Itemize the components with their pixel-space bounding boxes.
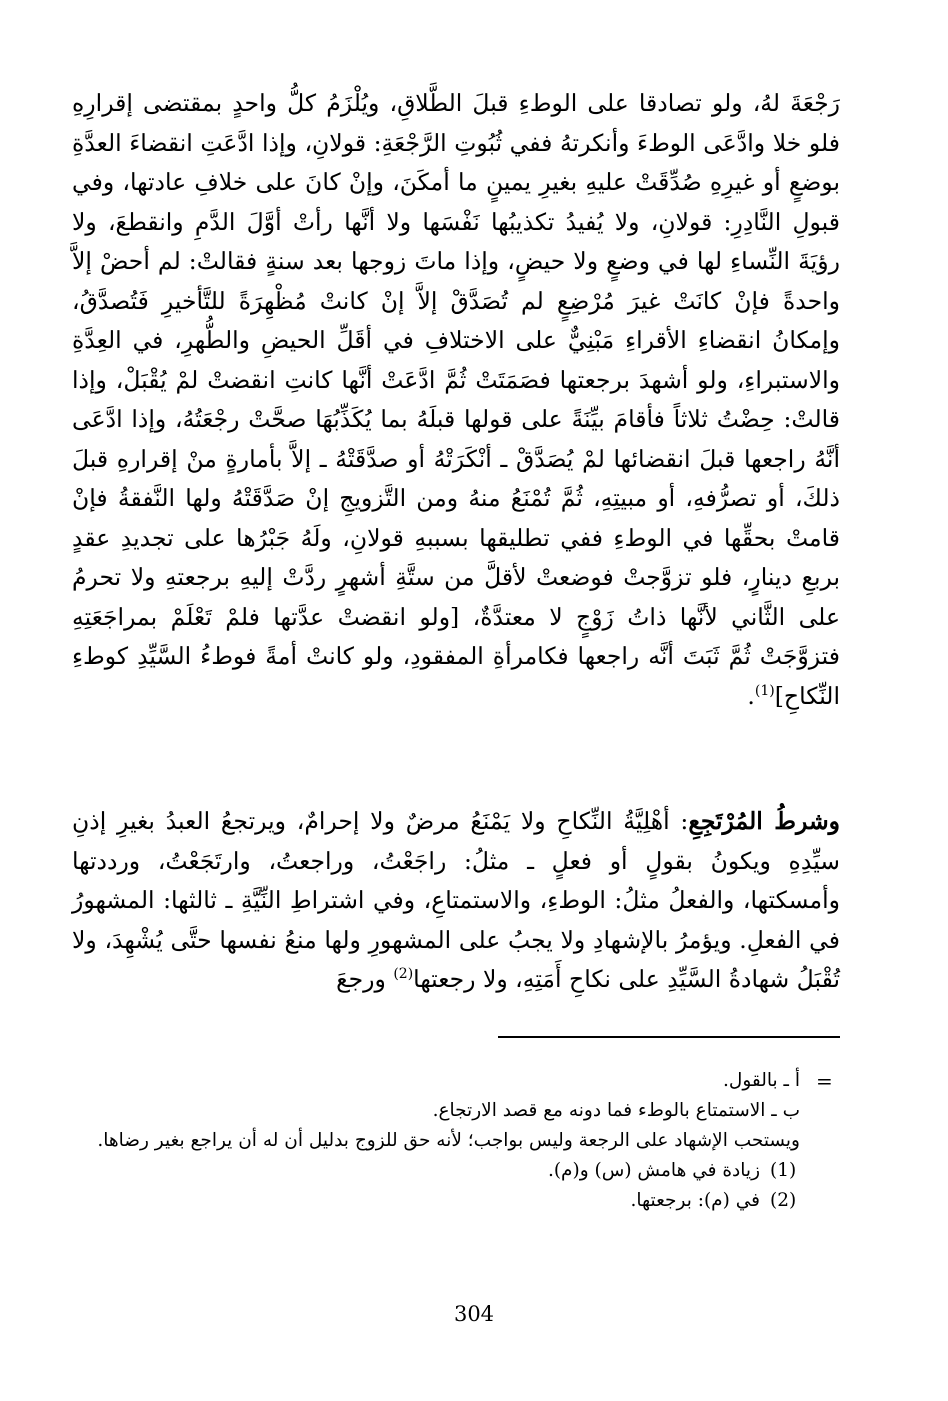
paragraph-2-text-a: : أهْلِيَّةُ النِّكاحِ ولا يَمْنَعُ مرضٌ ولا إحرامٌ، ويرتجعُ العبدُ بغيرِ إذنِ سيِّدِهِ ويكونُ بقولٍ أو فعلٍ ـ مثلُ: راجَعْتُ، وراجعتُ، وارتَجَعْتُ، ورددتها وأمسكتها، والفعلُ مثلُ: الوطءِ، والاستمتاعِ، وفي اشتراطِ النِّيَّةِ ـ ثالثها: المشهورُ في الفعلِ. ويؤمرُ بالإشهادِ ولا يجبُ على المشهورِ ولها منعُ نفسها حتَّى يُشْهِدَ، ولا تُقْبَلُ شهادةُ السَّيِّدِ على نكاحِ أَمَتِهِ، ولا رجعتها [72, 807, 840, 993]
footnote-line-a: أ ـ بالقول. [723, 1070, 800, 1091]
paragraph-1-end: . [747, 681, 755, 710]
paragraph-2-text-b: ورجعَ [336, 965, 394, 993]
footnote-line-b: ب ـ الاستمتاع بالوطء فما دونه مع قصد الارتجاع. [432, 1100, 800, 1121]
footnote-ref-1[interactable]: (1) [754, 682, 775, 699]
footnote-line-c: ويستحب الإشهاد على الرجعة وليس بواجب؛ لأنه حق للزوج بدليل أن له أن يراجع بغير رضاها. [97, 1130, 800, 1151]
footnote-2 [72, 1186, 800, 1216]
footnote-1-text: زيادة في هامش (س) و(م). [547, 1160, 760, 1181]
footnote-separator [498, 1036, 840, 1038]
main-paragraph-2 [72, 802, 840, 1000]
footnote-2-text: في (م): برجعتها. [630, 1190, 760, 1211]
footnote-2-number: (2) [770, 1190, 797, 1211]
footnote-ref-2[interactable]: (2) [393, 966, 414, 983]
footnote-continuation-mark: = [816, 1069, 833, 1093]
footnotes-section [72, 1066, 800, 1216]
footnote-1-number: (1) [770, 1160, 797, 1181]
paragraph-1-text: رَجْعَةَ لهُ، ولو تصادقا على الوطءِ قبلَ الطَّلاقِ، ويُلْزَمُ كلُّ واحدٍ بمقتضى إقرارِهِ فلو خلا وادَّعَى الوطءَ وأنكرتهُ ففي ثُبُوتِ الرَّجْعَةِ: قولانِ، وإذا ادَّعَتِ انقضاءَ العدَّةِ بوضعٍ أو غيرِهِ صُدِّقَتْ عليهِ بغيرِ يمينٍ ما أمكَنَ، وإنْ كانَ على خلافِ عادتها، وفي قبولِ النَّادِرِ: قولانِ، ولا يُفيدُ تكذيبُها نَفْسَها ولا أنَّها رأتْ أوَّلَ الدَّمِ وانقطعَ، ولا رؤيَةَ النِّساءِ لها في وضعٍ ولا حيضٍ، وإذا ماتَ زوجها بعد سنةٍ فقالتْ: لم أحضْ إلاَّ واحدةً فإنْ كانَتْ غيرَ مُرْضِعٍ لم تُصَدَّقْ إلاَّ إنْ كانتْ مُظْهِرَةً للتَّأخيرِ فَتُصدَّقُ، وإمكانُ انقضاءِ الأقراءِ مَبْنِيٌّ على الاختلافِ في أقَلِّ الحيضِ والطُّهرِ، في العِدَّةِ والاستبراءِ، ولو أشهدَ برجعتها فصَمَتَتْ ثُمَّ ادَّعَتْ أنَّها كانتِ انقضتْ لمْ يُقْبَلْ، وإذا قالتْ: حِضْتُ ثلاثاً فأقامَ بيِّنَةً على قولها قبلَهُ بما يُكَذِّبُهَا صحَّتْ رجْعَتُهُ، وإذا ادَّعَى أنَّهُ راجعها قبلَ انقضائها لمْ يُصَدَّقْ ـ أنْكَرَتْهُ أو صدَّقَتْهُ ـ إلاَّ بأمارةٍ منْ إقرارهِ قبلَ ذلكَ، أو تصرُّفهِ، أو مبيتِهِ، ثُمَّ تُمْنَعُ منهُ ومن التَّزويجِ إنْ صَدَّقَتْهُ ولها النَّفقةُ فإنْ قامتْ بحقِّها في الوطءِ ففي تطليقها بسببهِ قولانِ، ولَهُ جَبْرُها على تجديدِ عقدٍ بربعِ دينارٍ، فلو تزوَّجتْ فوضعتْ لأقلَّ من ستَّةِ أشهرٍ ردَّتْ إليهِ برجعتهِ ولا تحرمُ على الثَّاني لأنَّها ذاتُ زَوْجٍ لا معتدَّةٌ، [ولو انقضتْ عدَّتها فلمْ تَعْلَمْ بمراجَعَتِهِ فتزوَّجَتْ ثُمَّ ثَبَتَ أنَّه راجعها فكامرأةِ المفقودِ، ولو كانتْ أمةً فوطءُ السَّيِّدِ كوطءِ النِّكاحِ] [72, 89, 840, 710]
paragraph-2-lead-term: وشرطُ المُرْتَجِعِ [688, 807, 840, 835]
main-paragraph-1 [72, 84, 840, 716]
footnote-1 [72, 1156, 800, 1186]
page-number: 304 [453, 1302, 495, 1326]
